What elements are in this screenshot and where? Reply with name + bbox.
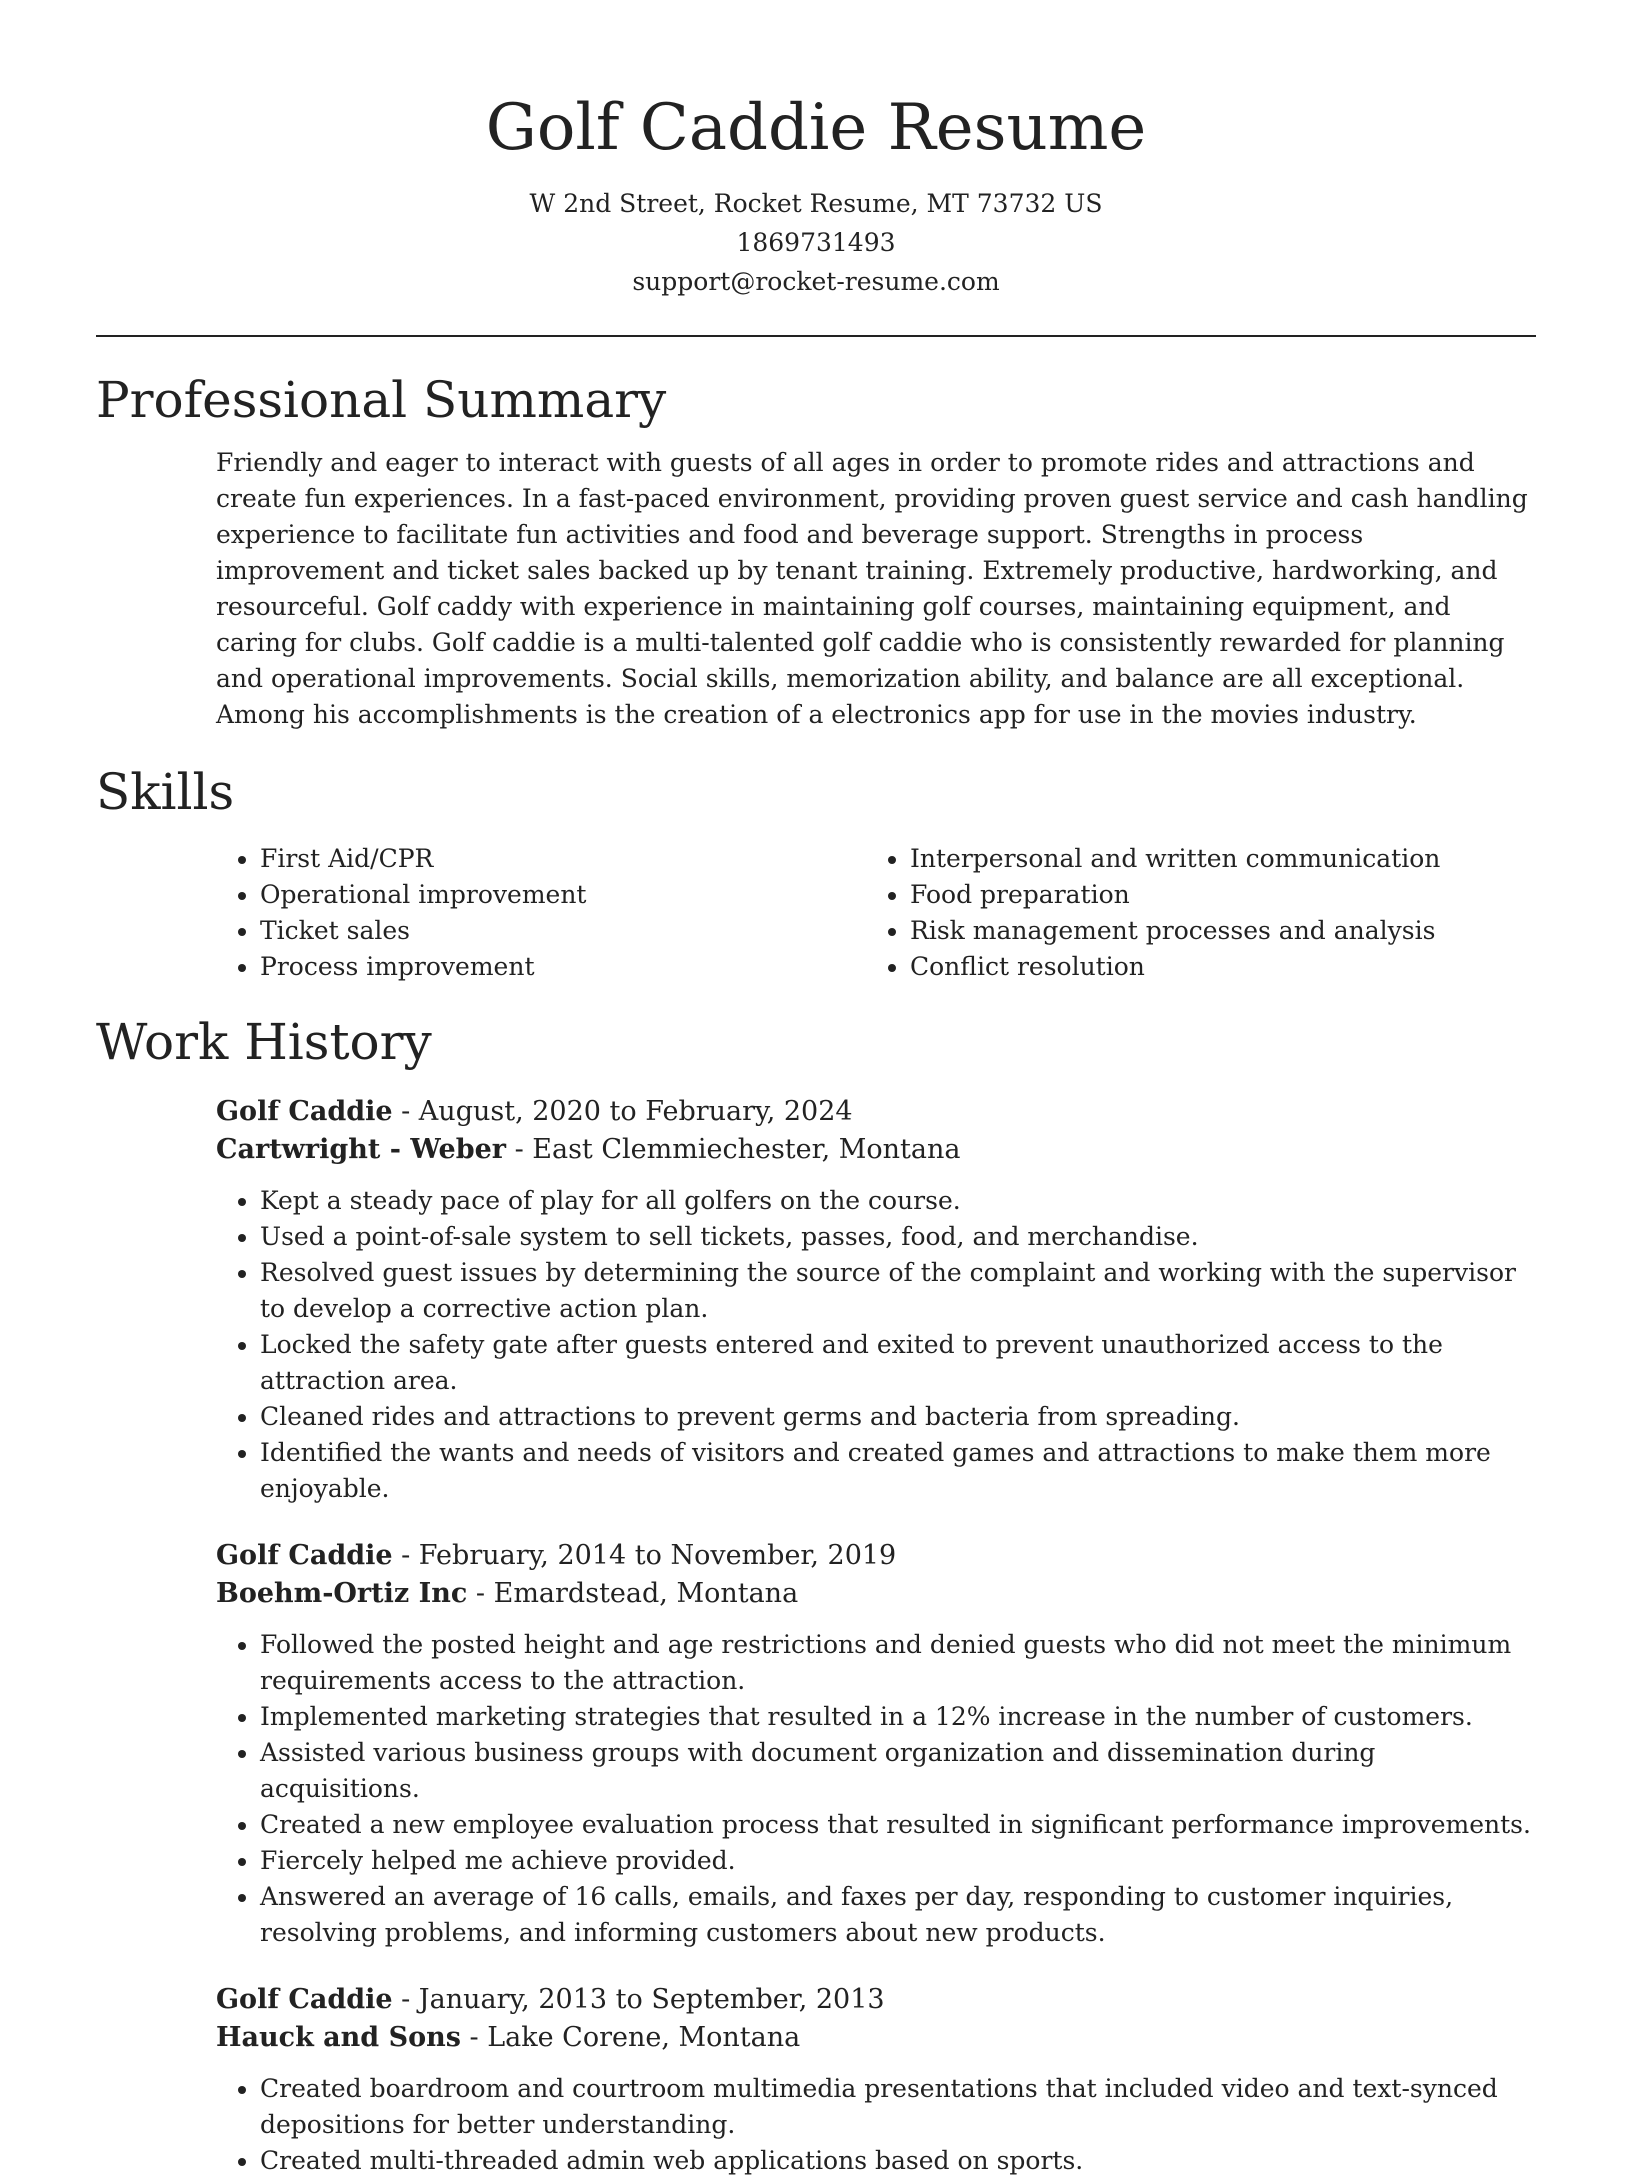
job-bullet: • Created multi-threaded admin web applications based on sports. bbox=[260, 2143, 1536, 2179]
job-company: Boehm-Ortiz Inc bbox=[216, 1578, 468, 1609]
phone-number: 1869731493 bbox=[736, 228, 896, 257]
contact-info bbox=[96, 184, 1536, 301]
summary-section bbox=[96, 367, 1536, 733]
job-bullet: • Locked the safety gate after guests entered and exited to prevent unauthorized access to the attraction area. bbox=[260, 1327, 1536, 1399]
job-entry bbox=[216, 1093, 1536, 1507]
work-history-heading: Work History bbox=[96, 1013, 432, 1071]
job-bullet: • Assisted various business groups with document organization and dissemination during acquisitions. bbox=[260, 1735, 1536, 1807]
job-bullet: • Fiercely helped me achieve provided. bbox=[260, 1843, 1536, 1879]
address: W 2nd Street, Rocket Resume, MT 73732 US bbox=[529, 189, 1103, 218]
job-entry bbox=[216, 1981, 1536, 2179]
job-entry bbox=[216, 1537, 1536, 1951]
skills-heading: Skills bbox=[96, 763, 235, 821]
skill-item: • Operational improvement bbox=[260, 877, 866, 913]
job-bullet: • Kept a steady pace of play for all golfers on the course. bbox=[260, 1183, 1536, 1219]
job-bullets bbox=[216, 1183, 1536, 1507]
skill-item: • Interpersonal and written communication bbox=[910, 841, 1516, 877]
job-company: Cartwright - Weber bbox=[216, 1134, 506, 1165]
skill-item: • Process improvement bbox=[260, 949, 866, 985]
job-company-line bbox=[216, 1575, 1536, 1613]
job-bullet: • Identified the wants and needs of visitors and created games and attractions to make them more enjoyable. bbox=[260, 1435, 1536, 1507]
job-location: - East Clemmiechester, Montana bbox=[505, 1134, 961, 1165]
skill-item: • Food preparation bbox=[910, 877, 1516, 913]
skill-item: • Risk management processes and analysis bbox=[910, 913, 1516, 949]
skills-section bbox=[96, 759, 1536, 985]
job-role: Golf Caddie bbox=[216, 1540, 393, 1571]
summary-heading: Professional Summary bbox=[96, 371, 667, 429]
resume-title: Golf Caddie Resume bbox=[485, 91, 1147, 165]
job-dates: - February, 2014 to November, 2019 bbox=[392, 1540, 897, 1571]
job-company-line bbox=[216, 1131, 1536, 1169]
job-bullet: • Created a new employee evaluation process that resulted in significant performance improvements. bbox=[260, 1807, 1536, 1843]
skills-grid bbox=[216, 841, 1536, 985]
job-bullet: • Answered an average of 16 calls, emails, and faxes per day, responding to customer inquiries, resolving problems, and informing customers about new products. bbox=[260, 1879, 1536, 1951]
job-company: Hauck and Sons bbox=[216, 2022, 461, 2053]
skill-item: • First Aid/CPR bbox=[260, 841, 866, 877]
skills-column-left bbox=[216, 841, 866, 985]
job-bullets bbox=[216, 1627, 1536, 1951]
job-bullet: • Cleaned rides and attractions to prevent germs and bacteria from spreading. bbox=[260, 1399, 1536, 1435]
job-role: Golf Caddie bbox=[216, 1984, 393, 2015]
email-address: support@rocket-resume.com bbox=[632, 267, 1000, 296]
job-dates: - August, 2020 to February, 2024 bbox=[392, 1096, 853, 1127]
job-bullets bbox=[216, 2071, 1536, 2179]
skills-column-right bbox=[866, 841, 1516, 985]
work-history-section bbox=[96, 1009, 1536, 2179]
skill-item: • Conflict resolution bbox=[910, 949, 1516, 985]
job-bullet: • Followed the posted height and age restrictions and denied guests who did not meet the minimum requirements access to the attraction. bbox=[260, 1627, 1536, 1699]
job-title-line bbox=[216, 1981, 1536, 2019]
job-company-line bbox=[216, 2019, 1536, 2057]
summary-text: Friendly and eager to interact with guests of all ages in order to promote rides and attractions and create fun experiences. In a fast-paced environment, providing proven guest service and cash handling experience to facilitate fun activities and food and beverage support. Strengths in process improvement and ticket sales backed up by tenant training. Extremely productive, hardworking, and resourceful. Golf caddy with experience in maintaining golf courses, maintaining equipment, and caring for clubs. Golf caddie is a multi-talented golf caddie who is consistently rewarded for planning and operational improvements. Social skills, memorization ability, and balance are all exceptional. Among his accomplishments is the creation of a electronics app for use in the movies industry. bbox=[216, 448, 1528, 729]
job-location: - Emardstead, Montana bbox=[467, 1578, 799, 1609]
job-bullet: • Implemented marketing strategies that resulted in a 12% increase in the number of customers. bbox=[260, 1699, 1536, 1735]
resume-header bbox=[96, 0, 1536, 301]
job-title-line bbox=[216, 1537, 1536, 1575]
skill-item: • Ticket sales bbox=[260, 913, 866, 949]
job-bullet: • Created boardroom and courtroom multimedia presentations that included video and text-synced depositions for better understanding. bbox=[260, 2071, 1536, 2143]
header-divider bbox=[96, 335, 1536, 337]
job-bullet: • Resolved guest issues by determining the source of the complaint and working with the supervisor to develop a corrective action plan. bbox=[260, 1255, 1536, 1327]
job-location: - Lake Corene, Montana bbox=[460, 2022, 801, 2053]
job-title-line bbox=[216, 1093, 1536, 1131]
job-role: Golf Caddie bbox=[216, 1096, 393, 1127]
job-dates: - January, 2013 to September, 2013 bbox=[392, 1984, 885, 2015]
job-bullet: • Used a point-of-sale system to sell tickets, passes, food, and merchandise. bbox=[260, 1219, 1536, 1255]
